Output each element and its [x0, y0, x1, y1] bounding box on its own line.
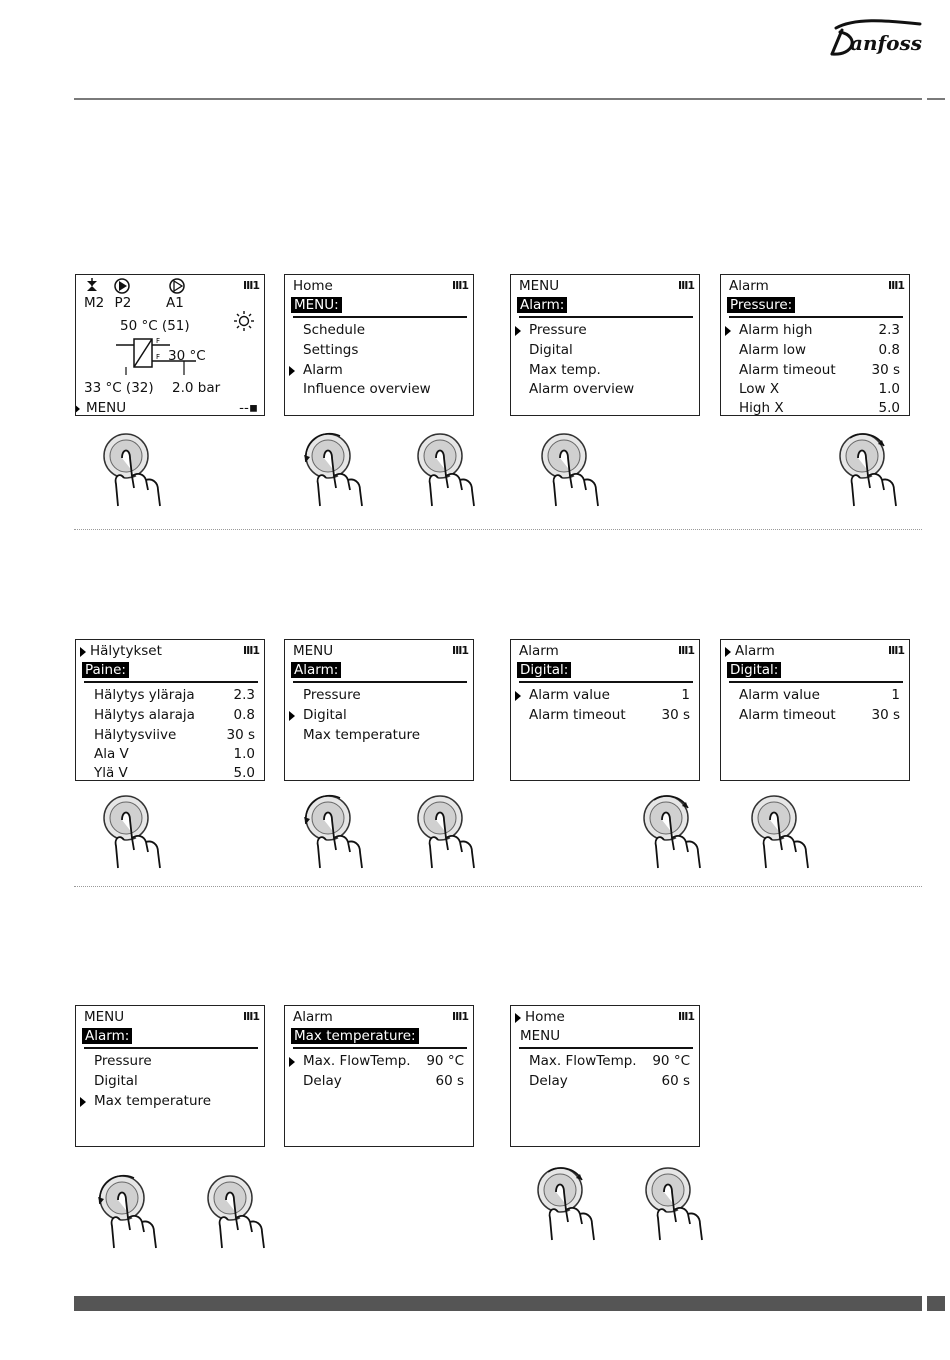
screen-subtitle-text: Alarm: [82, 1028, 132, 1044]
screen-subtitle-text: MENU [520, 1028, 561, 1044]
menu-item-value: 5.0 [233, 765, 255, 781]
cursor-arrow-icon [515, 691, 521, 701]
screen-subtitle-text: Pressure: [727, 297, 795, 313]
menu-item-label: Alarm timeout [739, 362, 836, 378]
screen-subtitle [82, 661, 258, 679]
header-rule-tab [927, 98, 945, 100]
cursor-arrow-icon [515, 1013, 521, 1023]
menu-item[interactable] [82, 1072, 258, 1090]
turn-dial-cw-icon [832, 428, 912, 508]
menu-item-label: Alarm overview [529, 381, 635, 397]
lcd-row3-1 [284, 1005, 474, 1147]
menu-item[interactable] [82, 764, 258, 781]
screen-subtitle-text: MENU: [291, 297, 342, 313]
screen-divider [84, 1047, 258, 1049]
screen-subtitle [82, 1027, 258, 1045]
screen-subtitle-text: Max temperature: [291, 1028, 419, 1044]
screen-subtitle [291, 296, 467, 314]
cursor-arrow-icon [725, 326, 731, 336]
screen-subtitle [291, 1027, 467, 1045]
section-divider [74, 529, 922, 530]
screen-subtitle [291, 661, 467, 679]
menu-item[interactable] [291, 686, 467, 704]
lcd-row1-0 [284, 274, 474, 416]
menu-item-label: Alarm high [739, 322, 813, 338]
cursor-arrow-icon [289, 711, 295, 721]
screen-divider [293, 316, 467, 318]
lcd-row2-1 [284, 639, 474, 781]
circuit-icon: Ⅲ1 [242, 644, 259, 657]
menu-item-label: Alarm low [739, 342, 807, 358]
menu-item-value: 0.8 [878, 342, 900, 358]
screen-title [517, 277, 693, 295]
menu-item[interactable] [517, 380, 693, 398]
menu-item[interactable] [291, 726, 467, 744]
circuit-icon: Ⅲ1 [887, 644, 904, 657]
screen-title [82, 1008, 258, 1026]
press-dial-icon [638, 1162, 718, 1242]
screen-title [517, 1008, 693, 1026]
cursor-arrow-icon [75, 404, 80, 414]
screen-divider [293, 681, 467, 683]
menu-item-label: Pressure [529, 322, 587, 338]
cursor-arrow-icon [515, 326, 521, 336]
return-temp: 30 °C [168, 348, 206, 364]
lcd-row2-2 [510, 639, 700, 781]
screen-title [517, 642, 693, 660]
menu-item[interactable] [82, 706, 258, 724]
footer-bar [74, 1296, 922, 1311]
menu-item-value: 1 [681, 687, 690, 703]
turn-dial-ccw-icon [298, 428, 378, 508]
lcd-row3-2 [510, 1005, 700, 1147]
circuit-icon: Ⅲ1 [677, 644, 694, 657]
lcd-row1-2 [720, 274, 910, 416]
circuit-icon: Ⅲ1 [242, 279, 259, 292]
menu-item[interactable] [517, 1052, 693, 1070]
p2-label: P2 [114, 295, 132, 311]
menu-item[interactable] [82, 686, 258, 704]
screen-title-text: Alarm [519, 643, 559, 659]
menu-item-value: 2.3 [878, 322, 900, 338]
screen-subtitle-text: Digital: [727, 662, 781, 678]
screen-title [727, 642, 903, 660]
menu-item-value: 1.0 [878, 381, 900, 397]
danfoss-logo [824, 16, 926, 60]
cursor-arrow-icon [289, 1057, 295, 1067]
menu-item[interactable] [517, 686, 693, 704]
menu-item[interactable] [517, 341, 693, 359]
screen-divider [84, 681, 258, 683]
circuit-icon: Ⅲ1 [242, 1010, 259, 1023]
screen-title-text: MENU [519, 278, 560, 294]
menu-item-label: Hälytys alaraja [94, 707, 195, 723]
screen-title-text: Alarm [735, 643, 775, 659]
menu-item-label: Alarm timeout [739, 707, 836, 723]
menu-item-value: 90 °C [652, 1053, 690, 1069]
menu-item-label: Ala V [94, 746, 129, 762]
turn-dial-ccw-icon [92, 1170, 172, 1250]
menu-item-value: 1 [891, 687, 900, 703]
menu-item-label: Influence overview [303, 381, 431, 397]
menu-item[interactable] [291, 341, 467, 359]
screen-subtitle-text: Alarm: [517, 297, 567, 313]
circuit-icon: Ⅲ1 [451, 1010, 468, 1023]
menu-item-value: 1.0 [233, 746, 255, 762]
screen-title [291, 277, 467, 295]
menu-item-label: Delay [303, 1073, 342, 1089]
screen-title-text: MENU [84, 1009, 125, 1025]
screen-divider [729, 681, 903, 683]
menu-item[interactable] [517, 361, 693, 379]
menu-item-label: Alarm [303, 362, 343, 378]
cursor-arrow-icon [289, 366, 295, 376]
screen-title-text: Home [525, 1009, 565, 1025]
menu-item-label: Alarm value [529, 687, 610, 703]
cursor-arrow-icon [80, 647, 86, 657]
screen-divider [293, 1047, 467, 1049]
press-dial-icon [410, 428, 490, 508]
screen-title-text: Hälytykset [90, 643, 162, 659]
menu-item[interactable] [291, 361, 467, 379]
menu-item-label: High X [739, 400, 784, 416]
menu-item-label: Schedule [303, 322, 366, 338]
menu-item-value: 60 s [661, 1073, 690, 1089]
menu-item[interactable] [82, 745, 258, 763]
cursor-arrow-icon [80, 1097, 86, 1107]
screen-title [291, 1008, 467, 1026]
lcd-row1-1 [510, 274, 700, 416]
screen-subtitle [517, 1027, 693, 1045]
menu-item-label: Pressure [303, 687, 361, 703]
cursor-arrow-icon [725, 647, 731, 657]
screen-divider [519, 316, 693, 318]
menu-item-value: 0.8 [233, 707, 255, 723]
menu-item-label: Low X [739, 381, 780, 397]
turn-dial-cw-icon [530, 1162, 610, 1242]
turn-dial-cw-icon [636, 790, 716, 870]
press-dial-icon [410, 790, 490, 870]
flow-temp: 50 °C (51) [120, 318, 190, 334]
press-dial-icon [744, 790, 824, 870]
svg-text:F: F [156, 353, 161, 361]
menu-item-label: Hälytys yläraja [94, 687, 195, 703]
menu-item-value: 30 s [226, 727, 255, 743]
menu-item-label: Hälytysviive [94, 727, 177, 743]
menu-item[interactable] [517, 706, 693, 724]
menu-item-label: Max. FlowTemp. [529, 1053, 637, 1069]
dash-indicator: --▪ [239, 400, 258, 416]
menu-item-value: 30 s [871, 362, 900, 378]
menu-item-label: Max temp. [529, 362, 601, 378]
svg-text:F: F [156, 337, 161, 345]
menu-item[interactable] [291, 1052, 467, 1070]
menu-item[interactable] [727, 380, 903, 398]
menu-item-label: Alarm value [739, 687, 820, 703]
menu-item-value: 60 s [435, 1073, 464, 1089]
lcd-row3-0 [75, 1005, 265, 1147]
screen-title-text: Alarm [293, 1009, 333, 1025]
press-dial-icon [96, 790, 176, 870]
screen-divider [729, 316, 903, 318]
menu-entry[interactable]: MENU [76, 399, 258, 416]
menu-item-label: Digital [529, 342, 573, 358]
menu-item-value: 30 s [871, 707, 900, 723]
screen-title-text: Home [293, 278, 333, 294]
circuit-icon: Ⅲ1 [451, 279, 468, 292]
menu-item[interactable] [291, 1072, 467, 1090]
screen-title-text: MENU [293, 643, 334, 659]
footer-page-tab [927, 1296, 945, 1311]
menu-item-label: Digital [303, 707, 347, 723]
menu-item[interactable] [82, 1052, 258, 1070]
menu-item[interactable] [517, 321, 693, 339]
menu-item-label: Pressure [94, 1053, 152, 1069]
outdoor-temp: 33 °C (32) [84, 380, 154, 396]
circuit-icon: Ⅲ1 [677, 279, 694, 292]
menu-item[interactable] [82, 726, 258, 744]
screen-subtitle [727, 296, 903, 314]
circuit-icon: Ⅲ1 [887, 279, 904, 292]
menu-item-label: Max. FlowTemp. [303, 1053, 411, 1069]
screen-title [82, 642, 258, 660]
screen-subtitle-text: Paine: [82, 662, 129, 678]
menu-item[interactable] [727, 321, 903, 339]
section-divider [74, 886, 922, 887]
pressure-value: 2.0 bar [172, 380, 221, 396]
menu-item-label: Max temperature [94, 1093, 212, 1109]
menu-item[interactable] [727, 341, 903, 359]
screen-title [291, 642, 467, 660]
circuit-icon: Ⅲ1 [677, 1010, 694, 1023]
menu-item[interactable] [727, 706, 903, 724]
menu-item-value: 30 s [661, 707, 690, 723]
menu-item-value: 5.0 [878, 400, 900, 416]
screen-divider [519, 681, 693, 683]
screen-subtitle [517, 661, 693, 679]
menu-item-label: Ylä V [94, 765, 128, 781]
menu-item[interactable] [291, 380, 467, 398]
menu-item-label: Alarm timeout [529, 707, 626, 723]
press-dial-icon [534, 428, 614, 508]
a1-label: A1 [166, 295, 184, 311]
menu-item[interactable] [82, 1092, 258, 1110]
menu-item[interactable] [291, 321, 467, 339]
press-dial-icon [200, 1170, 280, 1250]
menu-item-label: Delay [529, 1073, 568, 1089]
menu-item-label: Digital [94, 1073, 138, 1089]
menu-item[interactable] [727, 399, 903, 416]
screen-subtitle-text: Digital: [517, 662, 571, 678]
menu-item-value: 90 °C [426, 1053, 464, 1069]
header-rule [74, 98, 922, 100]
home-screen-display [75, 274, 265, 416]
menu-item-label: Max temperature [303, 727, 421, 743]
lcd-row2-3 [720, 639, 910, 781]
sun-icon [234, 311, 254, 331]
m2-label: M2 [84, 295, 105, 311]
screen-title-text: Alarm [729, 278, 769, 294]
screen-divider [519, 1047, 693, 1049]
turn-dial-ccw-icon [298, 790, 378, 870]
press-dial-icon [96, 428, 176, 508]
menu-item-label: Settings [303, 342, 359, 358]
svg-text:anfoss: anfoss [850, 31, 922, 55]
lcd-row2-0 [75, 639, 265, 781]
menu-item[interactable] [727, 686, 903, 704]
menu-item[interactable] [727, 361, 903, 379]
screen-subtitle-text: Alarm: [291, 662, 341, 678]
screen-title [727, 277, 903, 295]
screen-subtitle [517, 296, 693, 314]
screen-subtitle [727, 661, 903, 679]
menu-item[interactable] [517, 1072, 693, 1090]
menu-item[interactable] [291, 706, 467, 724]
circuit-icon: Ⅲ1 [451, 644, 468, 657]
menu-item-value: 2.3 [233, 687, 255, 703]
